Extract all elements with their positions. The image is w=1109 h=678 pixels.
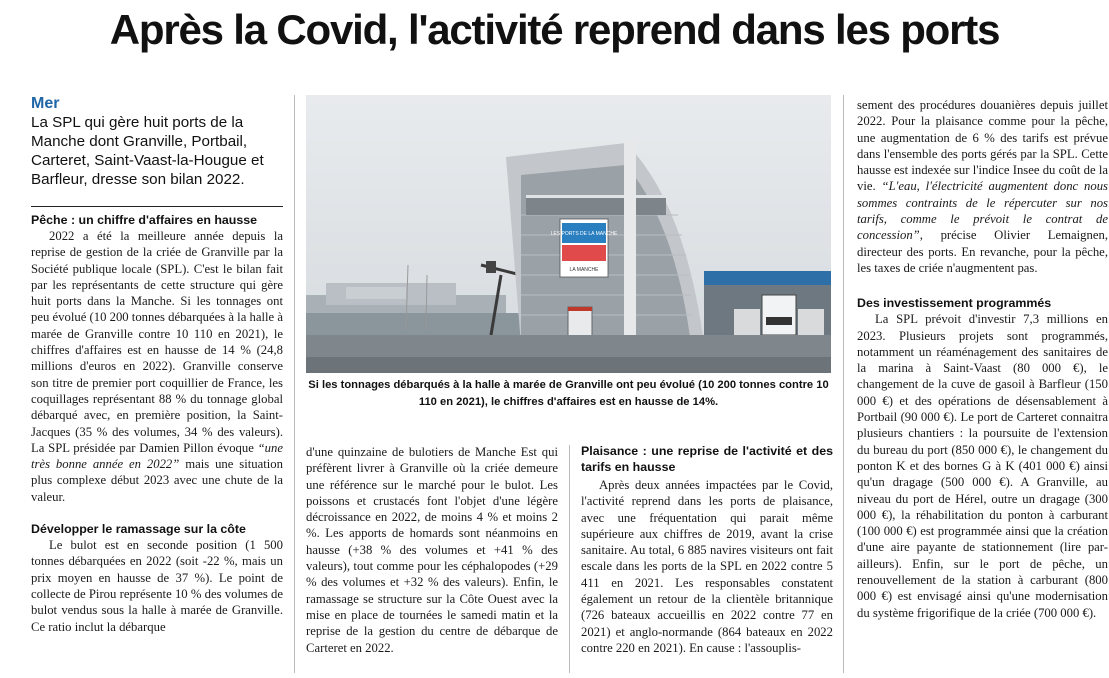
section-heading-investissement: Des investissement programmés (857, 296, 1052, 311)
photo-caption: Si les tonnages débarqués à la halle à marée de Granville ont peu évolué (10 200 tonnes contre 10 110 en 2021), le chiffres d'affaires est en hausse de 14%. (308, 379, 829, 408)
paragraph-investissement: La SPL prévoit d'investir 7,3 millions en 2023. Plusieurs projets sont programmés, notamment un réaménagement des sanitaires de la marina à Saint-Vaast (80 000 €), le changement de la cuve de gasoil à Barfleur (150 000 €) et des opérations de désensablement à Portbail (90 000 €). Le port de Carteret connaitra plusieurs chantiers : la poursuite de l'extension du bureau du port (850 000 €), le changement du ponton K et des bornes G à K (401 000 €) ainsi qu'un dragage (500 000 €). A Granville, au niveau du port de Hérel, outre un dragage (300 000 €), la réhabilitation du ponton à carburant (100 000 €) est programmée ainsi que la création d'une aire payante de stationnement (lire par-ailleurs). Enfin, sur le port de pêche, un renouvellement de la station à carburant (800 000 €) est envisagé ainsi qu'une modernisation du système frigorifique de la criée (700 000 €). (857, 312, 1108, 620)
column-1 (31, 212, 283, 635)
port-building-illustration (306, 95, 831, 373)
paragraph-tarifs: sement des procédures douanières depuis juillet 2022. Pour la plaisance comme pour la pêche, une augmentation de 6 % des tarifs est prévue dans l'ensemble des ports gérés par la SPL. Cette hausse est indexée sur l'indice Insee du coût de la vie. “L'eau, l'électricité augmentent donc nous sommes contraints de le répercuter sur nos tarifs, comme le prévoit le contrat de concession”, précise Olivier Lemaignen, directeur des ports. En revanche, pour la pêche, les taxes de criée n'augmentent pas. (857, 98, 1108, 275)
paragraph-peche: 2022 a été la meilleure année depuis la reprise de gestion de la criée de Granville par la Société publique locale (SPL). C'est le bilan fait par les représentants de cette structure qui gère huit ports dans la Manche. Si les tonnages ont peu évolué (10 200 tonnes débarquées à la halle à marée de Granville contre 10 110 en 2021), le chiffres d'affaires est en hausse de 14 % (24,8 millions d'euros en 2022). Granville conserve son titre de premier port coquillier de France, les coquillages représentant 88 % du tonnage global débarqué avec, en première position, la Saint-Jacques (35 % des volumes, 34 % des valeurs). La SPL présidée par Damien Pillon évoque “une très bonne année en 2022” mais une situation plus complexe début 2023 avec une chute de la valeur. (31, 229, 283, 504)
paragraph-plaisance: Après deux années impactées par le Covid, l'activité reprend dans les ports de plaisance, avec une fréquentation qui parait même supérieure aux chiffres de 2019, avant la crise sanitaire. Au total, 6 885 navires visiteurs ont fait escale dans les ports de la SPL en 2022 contre 5 411 en 2021. Les responsables constatent également un retour de la clientèle britannique (726 bateaux accueillis en 2022 contre 77 en 2021) et anglo-normande (864 bateaux en 2022 contre 220 en 2021). En cause : l'assouplis- (581, 478, 833, 655)
column-2 (306, 444, 558, 656)
poster-brand: LA MANCHE (569, 267, 599, 273)
paragraph-ramassage: Le bulot est en seconde position (1 500 tonnes débarquées en 2022 (soit -22 %, mais un prix moyen en hausse de 37 %). Le point de collecte de Pirou représente 10 % des volumes de bulot vendus sous la halle à marée de Granville. Ce ratio inclut la débarque (31, 538, 283, 634)
column-3 (581, 444, 833, 656)
column-divider (569, 445, 570, 673)
port-photo (306, 95, 831, 373)
column-divider (294, 95, 295, 673)
column-4 (857, 97, 1108, 621)
paragraph-bulot-cont: d'une quinzaine de bulotiers de Manche Est qui préfèrent livrer à Granville où la criée demeure une référence sur le marché pour le bulot. Les poissons et crustacés font l'objet d'une légère décroissance en 2022, de moins 4 % et moins 2 %. Les apports de homards sont néanmoins en hausse (+38 % des volumes et +41 % des valeurs), tout comme pour les céphalopodes (+29 % des volumes et +32 % des valeurs). Enfin, le ramassage se structure sur la Côte Ouest avec la mise en place de tournées le samedi matin et la reprise de la gestion du centre de débarque de Carteret en 2022. (306, 445, 558, 655)
poster-title: LES PORTS DE LA MANCHE (550, 231, 618, 237)
quote-lemaignen: “L'eau, l'électricité augmentent donc nous sommes contraints de le répercuter sur nos tarifs, comme le prévoit le contrat de concession” (857, 179, 1108, 243)
section-rule (31, 206, 283, 207)
column-divider (843, 95, 844, 673)
headline: Après la Covid, l'activité reprend dans les ports (109, 6, 1000, 53)
article-lead: La SPL qui gère huit ports de la Manche dont Granville, Portbail, Carteret, Saint-Vaast-la-Hougue et Barfleur, dresse son bilan 2022. (31, 114, 264, 188)
kicker-label: Mer (31, 95, 60, 112)
quote-bonne-annee: “une très bonne année en 2022” (31, 440, 283, 472)
section-heading-plaisance: Plaisance : une reprise de l'activité et des tarifs en hausse (581, 444, 833, 474)
section-heading-ramassage: Développer le ramassage sur la côte (31, 522, 246, 537)
section-heading-peche: Pêche : un chiffre d'affaires en hausse (31, 213, 258, 227)
